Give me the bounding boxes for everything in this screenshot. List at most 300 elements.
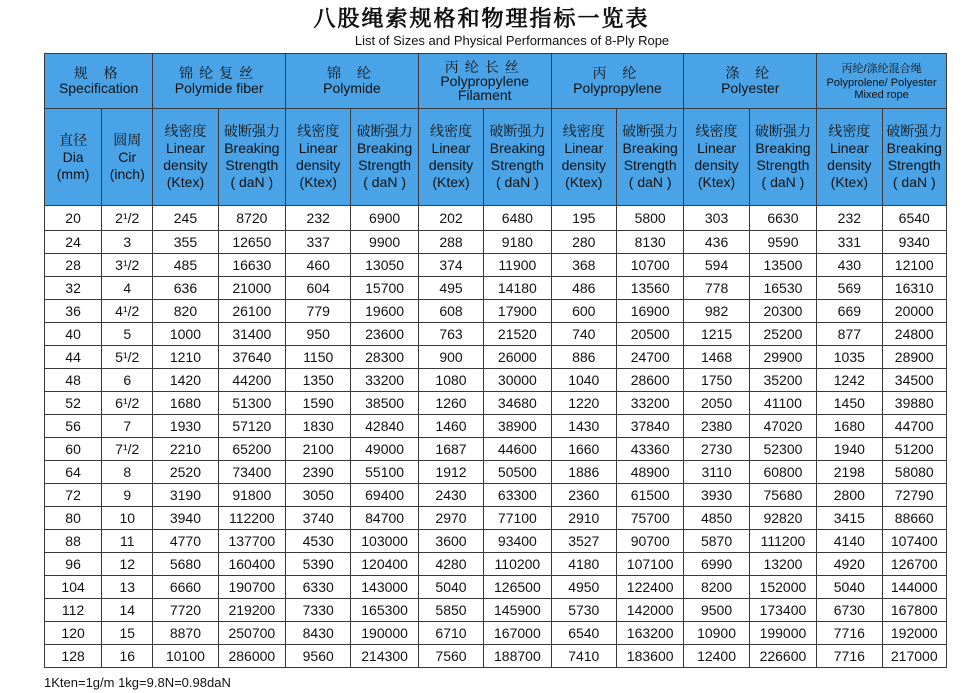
table-cell: 6990 <box>684 553 749 576</box>
table-cell: 13050 <box>351 254 418 277</box>
table-cell: 5850 <box>418 599 483 622</box>
table-cell: 8430 <box>286 622 351 645</box>
header-breaking-cn: 破断强力 <box>754 123 811 139</box>
table-cell: 195 <box>551 206 616 231</box>
table-cell: 13200 <box>749 553 816 576</box>
table-cell: 75700 <box>616 507 683 530</box>
header-group-polypropylene-filament <box>418 54 551 109</box>
table-cell: 72 <box>45 484 102 507</box>
table-cell: 337 <box>286 231 351 254</box>
table-cell: 763 <box>418 323 483 346</box>
table-cell: 5040 <box>418 576 483 599</box>
table-row <box>45 300 947 323</box>
table-cell: 13500 <box>749 254 816 277</box>
page-subtitle: List of Sizes and Physical Performances of 8-Ply Rope <box>354 33 670 48</box>
header-linear-unit: (Ktex) <box>299 174 337 190</box>
header-linear-density <box>551 109 616 206</box>
table-cell: 120 <box>45 622 102 645</box>
table-cell: 4770 <box>153 530 218 553</box>
table-cell: 91800 <box>218 484 285 507</box>
table-cell: 20300 <box>749 300 816 323</box>
table-cell: 163200 <box>616 622 683 645</box>
table-row <box>45 484 947 507</box>
table-cell: 20000 <box>882 300 946 323</box>
header-linear-cn: 线密度 <box>297 123 340 139</box>
table-cell: 950 <box>286 323 351 346</box>
table-cell: 3050 <box>286 484 351 507</box>
table-cell: 1035 <box>817 346 882 369</box>
table-cell: 55100 <box>351 461 418 484</box>
table-row <box>45 323 947 346</box>
table-cell: 250700 <box>218 622 285 645</box>
table-cell: 778 <box>684 277 749 300</box>
table-cell: 20500 <box>616 323 683 346</box>
table-cell: 16 <box>102 645 153 668</box>
header-linear-en1: Linear <box>564 140 604 156</box>
header-linear-unit: (Ktex) <box>432 174 470 190</box>
table-cell: 2210 <box>153 438 218 461</box>
table-cell: 112200 <box>218 507 285 530</box>
header-group-cn: 锦 纶 <box>326 65 377 81</box>
table-cell: 52 <box>45 392 102 415</box>
table-cell: 111200 <box>749 530 816 553</box>
table-cell: 6¹/2 <box>102 392 153 415</box>
table-row <box>45 645 947 668</box>
table-cell: 4280 <box>418 553 483 576</box>
table-cell: 7 <box>102 415 153 438</box>
table-cell: 28 <box>45 254 102 277</box>
table-cell: 9500 <box>684 599 749 622</box>
table-cell: 48 <box>45 369 102 392</box>
page-title: 八股绳索规格和物理指标一览表 <box>313 7 650 32</box>
table-cell: 190700 <box>218 576 285 599</box>
header-breaking-unit: ( daN ) <box>892 174 936 190</box>
header-linear-unit: (Ktex) <box>697 174 736 190</box>
header-dia <box>45 109 102 206</box>
header-group-polyester <box>684 54 817 109</box>
table-cell: 217000 <box>882 645 946 668</box>
unit-footnote: 1Kten=1g/m 1kg=9.8N=0.98daN <box>44 675 231 690</box>
table-cell: 303 <box>684 206 749 231</box>
table-cell: 58080 <box>882 461 946 484</box>
table-cell: 137700 <box>218 530 285 553</box>
table-cell: 495 <box>418 277 483 300</box>
table-cell: 1220 <box>551 392 616 415</box>
table-cell: 1215 <box>684 323 749 346</box>
table-cell: 128 <box>45 645 102 668</box>
table-cell: 6730 <box>817 599 882 622</box>
table-cell: 8130 <box>616 231 683 254</box>
table-cell: 44 <box>45 346 102 369</box>
table-cell: 5730 <box>551 599 616 622</box>
header-dia-en: Dia <box>62 148 84 165</box>
table-cell: 34500 <box>882 369 946 392</box>
table-cell: 2910 <box>551 507 616 530</box>
table-cell: 35200 <box>749 369 816 392</box>
table-cell: 600 <box>551 300 616 323</box>
table-cell: 112 <box>45 599 102 622</box>
table-cell: 44600 <box>484 438 551 461</box>
header-cir-unit: (inch) <box>109 165 145 182</box>
table-cell: 12400 <box>684 645 749 668</box>
table-cell: 226600 <box>749 645 816 668</box>
table-cell: 42840 <box>351 415 418 438</box>
table-cell: 199000 <box>749 622 816 645</box>
table-cell: 436 <box>684 231 749 254</box>
table-cell: 25200 <box>749 323 816 346</box>
table-cell: 38900 <box>484 415 551 438</box>
table-cell: 7716 <box>817 645 882 668</box>
table-cell: 2100 <box>286 438 351 461</box>
table-cell: 7¹/2 <box>102 438 153 461</box>
table-cell: 820 <box>153 300 218 323</box>
table-cell: 167000 <box>484 622 551 645</box>
table-cell: 1150 <box>286 346 351 369</box>
header-linear-en2: density <box>428 157 474 173</box>
table-cell: 72790 <box>882 484 946 507</box>
table-cell: 9180 <box>484 231 551 254</box>
table-cell: 4530 <box>286 530 351 553</box>
table-cell: 779 <box>286 300 351 323</box>
header-group-cn: 丙纶/涤纶混合绳 <box>841 62 922 75</box>
header-linear-en1: Linear <box>431 140 471 156</box>
header-linear-en1: Linear <box>298 140 338 156</box>
table-cell: 6330 <box>286 576 351 599</box>
table-cell: 167800 <box>882 599 946 622</box>
table-cell: 63300 <box>484 484 551 507</box>
header-breaking-unit: ( daN ) <box>761 174 805 190</box>
table-cell: 5870 <box>684 530 749 553</box>
table-cell: 669 <box>817 300 882 323</box>
table-cell: 104 <box>45 576 102 599</box>
table-cell: 28300 <box>351 346 418 369</box>
table-row <box>45 553 947 576</box>
table-cell: 1930 <box>153 415 218 438</box>
header-breaking-en2: Strength <box>887 157 941 173</box>
table-cell: 23600 <box>351 323 418 346</box>
table-cell: 8 <box>102 461 153 484</box>
table-cell: 1460 <box>418 415 483 438</box>
table-cell: 14 <box>102 599 153 622</box>
table-cell: 4¹/2 <box>102 300 153 323</box>
table-cell: 122400 <box>616 576 683 599</box>
table-cell: 173400 <box>749 599 816 622</box>
table-cell: 103000 <box>351 530 418 553</box>
header-breaking-strength <box>351 109 418 206</box>
table-cell: 38500 <box>351 392 418 415</box>
header-group-en: Polymide fiber <box>174 80 264 96</box>
table-cell: 126700 <box>882 553 946 576</box>
header-cir-en: Cir <box>118 148 137 165</box>
header-breaking-cn: 破断强力 <box>489 123 546 139</box>
header-linear-cn: 线密度 <box>562 123 605 139</box>
table-cell: 13560 <box>616 277 683 300</box>
table-cell: 2¹/2 <box>102 206 153 231</box>
header-group-en-line2: Mixed rope <box>854 88 909 101</box>
table-cell: 56 <box>45 415 102 438</box>
table-cell: 37840 <box>616 415 683 438</box>
header-dia-cn: 直径 <box>59 131 88 148</box>
table-cell: 12650 <box>218 231 285 254</box>
table-cell: 2970 <box>418 507 483 530</box>
table-cell: 3 <box>102 231 153 254</box>
table-cell: 12 <box>102 553 153 576</box>
table-cell: 374 <box>418 254 483 277</box>
table-row <box>45 507 947 530</box>
spec-table <box>44 53 947 668</box>
header-breaking-en2: Strength <box>225 157 279 173</box>
header-group-cn: 丙纶长丝 <box>444 59 525 75</box>
table-cell: 34680 <box>484 392 551 415</box>
table-cell: 17900 <box>484 300 551 323</box>
header-linear-cn: 线密度 <box>429 123 472 139</box>
table-cell: 1350 <box>286 369 351 392</box>
header-breaking-en1: Breaking <box>224 140 280 156</box>
table-cell: 280 <box>551 231 616 254</box>
table-cell: 90700 <box>616 530 683 553</box>
table-cell: 740 <box>551 323 616 346</box>
table-cell: 107100 <box>616 553 683 576</box>
header-breaking-cn: 破断强力 <box>622 123 679 139</box>
header-linear-density <box>286 109 351 206</box>
table-cell: 288 <box>418 231 483 254</box>
header-specification-en: Specification <box>58 80 139 96</box>
header-linear-cn: 线密度 <box>695 123 738 139</box>
table-cell: 84700 <box>351 507 418 530</box>
table-cell: 144000 <box>882 576 946 599</box>
table-cell: 30000 <box>484 369 551 392</box>
table-cell: 2380 <box>684 415 749 438</box>
table-cell: 44700 <box>882 415 946 438</box>
table-cell: 2050 <box>684 392 749 415</box>
table-cell: 24 <box>45 231 102 254</box>
table-cell: 52300 <box>749 438 816 461</box>
table-cell: 460 <box>286 254 351 277</box>
header-breaking-strength <box>882 109 946 206</box>
header-linear-en2: density <box>827 157 872 173</box>
table-row <box>45 206 947 231</box>
header-group-polymide <box>286 54 419 109</box>
table-cell: 57120 <box>218 415 285 438</box>
table-cell: 877 <box>817 323 882 346</box>
table-cell: 6900 <box>351 206 418 231</box>
header-group-en: Polypropylene <box>440 73 530 89</box>
table-cell: 110200 <box>484 553 551 576</box>
table-cell: 80 <box>45 507 102 530</box>
table-cell: 2360 <box>551 484 616 507</box>
table-cell: 355 <box>153 231 218 254</box>
table-cell: 5¹/2 <box>102 346 153 369</box>
table-cell: 26100 <box>218 300 285 323</box>
table-cell: 77100 <box>484 507 551 530</box>
table-cell: 4950 <box>551 576 616 599</box>
table-row <box>45 461 947 484</box>
table-cell: 165300 <box>351 599 418 622</box>
table-cell: 1687 <box>418 438 483 461</box>
table-cell: 4850 <box>684 507 749 530</box>
header-linear-en2: density <box>296 157 341 173</box>
header-breaking-cn: 破断强力 <box>356 123 413 139</box>
table-cell: 41100 <box>749 392 816 415</box>
table-cell: 7330 <box>286 599 351 622</box>
table-cell: 14180 <box>484 277 551 300</box>
header-group-cn: 涤 纶 <box>725 65 776 81</box>
table-cell: 36 <box>45 300 102 323</box>
header-group-polymide-fiber <box>153 54 286 109</box>
header-breaking-unit: ( daN ) <box>628 174 672 190</box>
table-cell: 12100 <box>882 254 946 277</box>
table-cell: 219200 <box>218 599 285 622</box>
table-cell: 636 <box>153 277 218 300</box>
table-cell: 120400 <box>351 553 418 576</box>
header-breaking-unit: ( daN ) <box>495 174 539 190</box>
table-cell: 3110 <box>684 461 749 484</box>
table-cell: 48900 <box>616 461 683 484</box>
header-breaking-en2: Strength <box>623 157 677 173</box>
table-cell: 3940 <box>153 507 218 530</box>
table-cell: 88 <box>45 530 102 553</box>
table-cell: 6660 <box>153 576 218 599</box>
header-breaking-strength <box>616 109 683 206</box>
table-cell: 188700 <box>484 645 551 668</box>
table-cell: 1000 <box>153 323 218 346</box>
table-cell: 16310 <box>882 277 946 300</box>
table-cell: 192000 <box>882 622 946 645</box>
table-cell: 3740 <box>286 507 351 530</box>
table-cell: 2430 <box>418 484 483 507</box>
table-cell: 1680 <box>153 392 218 415</box>
header-cir-cn: 圆周 <box>113 131 142 148</box>
table-cell: 286000 <box>218 645 285 668</box>
table-cell: 93400 <box>484 530 551 553</box>
header-breaking-cn: 破断强力 <box>886 123 943 139</box>
table-cell: 126500 <box>484 576 551 599</box>
table-cell: 1040 <box>551 369 616 392</box>
header-linear-unit: (Ktex) <box>830 174 868 190</box>
table-row <box>45 530 947 553</box>
table-cell: 24700 <box>616 346 683 369</box>
table-cell: 60 <box>45 438 102 461</box>
header-breaking-en1: Breaking <box>356 140 413 156</box>
header-specification <box>45 54 153 109</box>
table-cell: 608 <box>418 300 483 323</box>
table-cell: 8200 <box>684 576 749 599</box>
table-cell: 4180 <box>551 553 616 576</box>
table-cell: 486 <box>551 277 616 300</box>
table-cell: 49000 <box>351 438 418 461</box>
header-specification-cn: 规 格 <box>73 65 124 81</box>
table-cell: 9 <box>102 484 153 507</box>
header-group-en: Polyprolene/ Polyester <box>826 76 937 89</box>
table-cell: 485 <box>153 254 218 277</box>
table-cell: 142000 <box>616 599 683 622</box>
table-cell: 331 <box>817 231 882 254</box>
header-linear-en2: density <box>561 157 606 173</box>
table-cell: 145900 <box>484 599 551 622</box>
table-cell: 886 <box>551 346 616 369</box>
table-cell: 1660 <box>551 438 616 461</box>
table-cell: 1886 <box>551 461 616 484</box>
table-cell: 190000 <box>351 622 418 645</box>
table-cell: 1080 <box>418 369 483 392</box>
header-group-en: Polypropylene <box>573 80 662 96</box>
table-cell: 37640 <box>218 346 285 369</box>
table-cell: 1260 <box>418 392 483 415</box>
table-cell: 33200 <box>351 369 418 392</box>
table-cell: 11 <box>102 530 153 553</box>
table-cell: 4140 <box>817 530 882 553</box>
table-cell: 1940 <box>817 438 882 461</box>
table-cell: 214300 <box>351 645 418 668</box>
table-row <box>45 369 947 392</box>
table-cell: 5800 <box>616 206 683 231</box>
table-cell: 5390 <box>286 553 351 576</box>
table-cell: 594 <box>684 254 749 277</box>
table-cell: 1680 <box>817 415 882 438</box>
table-cell: 8870 <box>153 622 218 645</box>
table-cell: 51200 <box>882 438 946 461</box>
table-cell: 4920 <box>817 553 882 576</box>
table-cell: 1420 <box>153 369 218 392</box>
table-cell: 21000 <box>218 277 285 300</box>
header-breaking-cn: 破断强力 <box>223 123 280 139</box>
header-group-mixed-rope <box>817 54 947 109</box>
header-cir <box>102 109 153 206</box>
header-linear-unit: (Ktex) <box>166 174 205 190</box>
table-cell: 10 <box>102 507 153 530</box>
table-cell: 430 <box>817 254 882 277</box>
header-breaking-en2: Strength <box>756 157 810 173</box>
table-cell: 47020 <box>749 415 816 438</box>
header-linear-density <box>684 109 749 206</box>
table-cell: 10700 <box>616 254 683 277</box>
table-cell: 15700 <box>351 277 418 300</box>
table-cell: 26000 <box>484 346 551 369</box>
table-cell: 11900 <box>484 254 551 277</box>
header-linear-cn: 线密度 <box>828 123 871 139</box>
table-row <box>45 622 947 645</box>
table-cell: 51300 <box>218 392 285 415</box>
table-row <box>45 415 947 438</box>
table-cell: 1450 <box>817 392 882 415</box>
table-cell: 3415 <box>817 507 882 530</box>
table-row <box>45 576 947 599</box>
table-cell: 21520 <box>484 323 551 346</box>
table-cell: 5040 <box>817 576 882 599</box>
table-cell: 9560 <box>286 645 351 668</box>
table-cell: 143000 <box>351 576 418 599</box>
header-breaking-strength <box>749 109 816 206</box>
table-cell: 7720 <box>153 599 218 622</box>
header-linear-en2: density <box>694 157 739 173</box>
table-cell: 1242 <box>817 369 882 392</box>
table-cell: 2800 <box>817 484 882 507</box>
table-row <box>45 346 947 369</box>
header-breaking-unit: ( daN ) <box>230 174 274 190</box>
table-cell: 3190 <box>153 484 218 507</box>
table-cell: 5680 <box>153 553 218 576</box>
table-row <box>45 277 947 300</box>
table-row <box>45 438 947 461</box>
table-cell: 982 <box>684 300 749 323</box>
table-cell: 88660 <box>882 507 946 530</box>
table-cell: 28900 <box>882 346 946 369</box>
table-cell: 43360 <box>616 438 683 461</box>
table-cell: 6 <box>102 369 153 392</box>
header-group-polypropylene <box>551 54 684 109</box>
table-cell: 92820 <box>749 507 816 530</box>
table-cell: 4 <box>102 277 153 300</box>
